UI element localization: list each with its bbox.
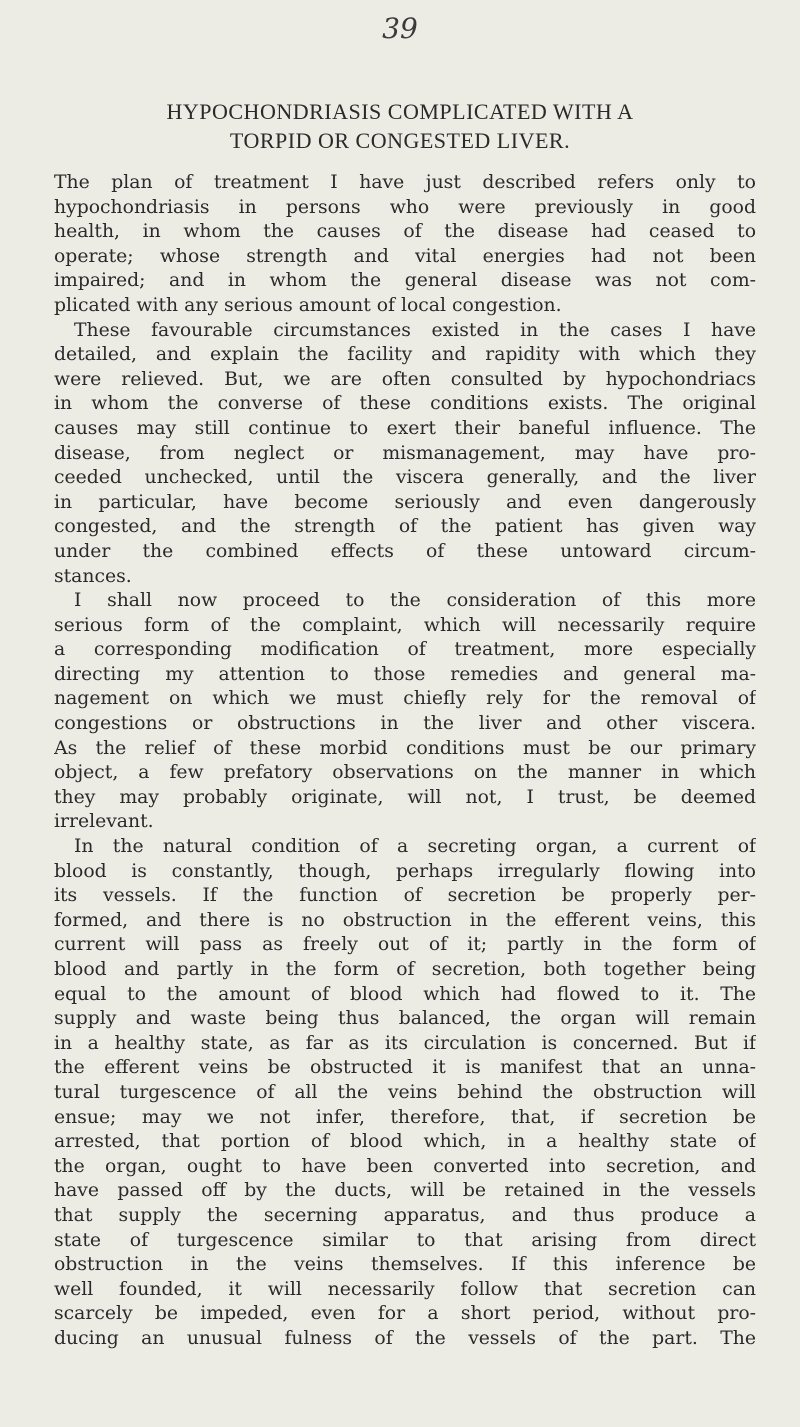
text-line: tural turgescence of all the veins behind the obstruction will [54,1081,756,1103]
chapter-title-line-1: HYPOCHONDRIASIS COMPLICATED WITH A [166,99,634,124]
text-line: a corresponding modification of treatment, more especially [54,639,756,661]
text-line: congested, and the strength of the patient has given way [54,516,756,538]
text-line: stances. [54,565,132,587]
text-line: in a healthy state, as far as its circulation is concerned. But if [54,1032,756,1054]
text-line: impaired; and in whom the general disease was not com- [54,270,756,292]
text-line: under the combined effects of these untoward circum- [54,540,756,562]
text-line: in whom the converse of these conditions exists. The original [54,393,756,415]
text-line: hypochondriasis in persons who were previously in good [54,196,756,218]
body-text [54,171,756,1352]
text-line: disease, from neglect or mismanagement, may have pro- [54,442,756,464]
text-line: obstruction in the veins themselves. If this inference be [54,1254,756,1276]
text-line: state of turgescence similar to that arising from direct [54,1229,756,1251]
text-line: in particular, have become seriously and even dangerously [54,491,756,513]
text-line: health, in whom the causes of the disease had ceased to [54,221,756,243]
text-line: The plan of treatment I have just described refers only to [54,172,756,193]
page-number: 39 [382,12,418,45]
chapter-title-line-2: TORPID OR CONGESTED LIVER. [229,128,571,153]
text-line: current will pass as freely out of it; partly in the form of [54,934,756,956]
text-line: I shall now proceed to the consideration of this more [74,590,756,612]
text-line: ducing an unusual fulness of the vessels of the part. The [54,1327,756,1349]
text-line: arrested, that portion of blood which, in a healthy state of [54,1131,756,1153]
text-line: formed, and there is no obstruction in the efferent veins, this [54,909,756,931]
text-line: scarcely be impeded, even for a short period, without pro- [54,1303,756,1325]
text-line: As the relief of these morbid conditions must be our primary [54,737,756,759]
text-line: serious form of the complaint, which will necessarily require [54,614,756,636]
text-line: blood and partly in the form of secretion, both together being [54,959,756,980]
text-line: blood is constantly, though, perhaps irregularly flowing into [54,860,756,882]
text-line: the efferent veins be obstructed it is manifest that an unna- [54,1057,756,1079]
text-line: nagement on which we must chiefly rely for the removal of [54,688,756,710]
text-line: irrelevant. [54,811,154,833]
text-line: object, a few prefatory observations on the manner in which [54,762,756,784]
text-line: the organ, ought to have been converted into secretion, and [54,1155,756,1177]
text-line: congestions or obstructions in the liver and other viscera. [54,713,756,735]
text-line: ensue; may we not infer, therefore, that, if secretion be [54,1106,756,1128]
text-line: ceeded unchecked, until the viscera generally, and the liver [54,467,756,489]
text-line: These favourable circumstances existed in the cases I have [74,319,756,341]
text-line: its vessels. If the function of secretion be properly per- [54,885,756,907]
text-line: detailed, and explain the facility and rapidity with which they [54,344,756,366]
text-line: operate; whose strength and vital energies had not been [54,245,756,267]
text-line: equal to the amount of blood which had flowed to it. The [54,983,756,1005]
text-line: directing my attention to those remedies and general ma- [54,663,756,685]
chapter-title [60,97,740,155]
text-line: well founded, it will necessarily follow that secretion can [54,1278,756,1300]
text-line: causes may still continue to exert their baneful influence. The [54,417,756,439]
text-line: that supply the secerning apparatus, and thus produce a [54,1204,756,1226]
text-line: were relieved. But, we are often consulted by hypochondriacs [54,368,756,390]
text-line: they may probably originate, will not, I trust, be deemed [54,786,756,808]
text-line: plicated with any serious amount of local congestion. [54,294,562,316]
text-line: In the natural condition of a secreting organ, a current of [74,836,756,858]
text-line: have passed off by the ducts, will be retained in the vessels [54,1180,756,1202]
text-line: supply and waste being thus balanced, the organ will remain [54,1008,756,1030]
